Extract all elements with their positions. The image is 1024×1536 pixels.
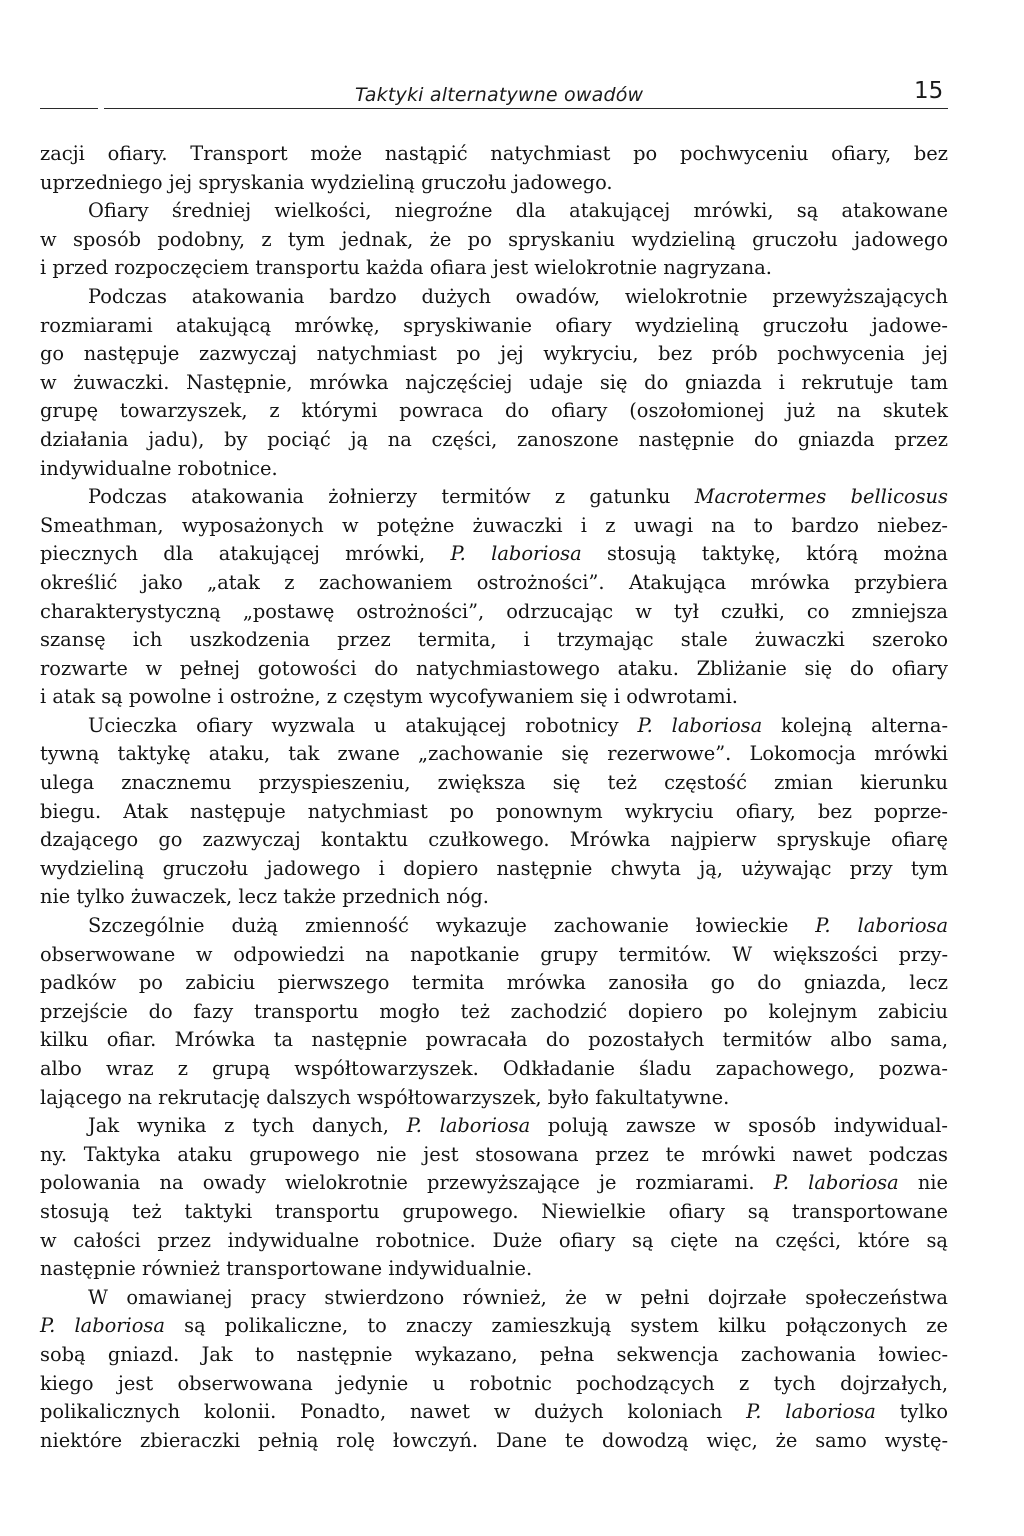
text-line	[40, 1398, 948, 1427]
text-line: ny. Taktyka ataku grupowego nie jest stosowana przez te mrówki nawet podczas	[40, 1142, 948, 1166]
text-line: przejście do fazy transportu mogło też zachodzić dopiero po kolejnym zabiciu	[40, 999, 948, 1023]
text-segment: polikalicznych kolonii. Ponadto, nawet w dużych koloniach	[40, 1400, 747, 1424]
text-segment: Ucieczka ofiary wyzwala u atakującej robotnicy	[88, 713, 638, 737]
italic-text: P. laboriosa	[406, 1114, 531, 1138]
text-line: W omawianej pracy stwierdzono również, że w pełni dojrzałe społeczeństwa	[88, 1285, 948, 1309]
text-line: w żuwaczki. Następnie, mrówka najczęściej udaje się do gniazda i rekrutuje tam	[40, 370, 948, 394]
header-rule-left	[40, 108, 98, 109]
italic-text: P. laboriosa	[40, 1314, 165, 1338]
text-line: działania jadu), by pociąć ją na części, zanoszone następnie do gniazda przez	[40, 427, 948, 451]
italic-text: P. laboriosa	[450, 542, 582, 566]
text-line: biegu. Atak następuje natychmiast po ponownym wykryciu ofiary, bez poprze-	[40, 799, 948, 823]
text-line: indywidualne robotnice.	[40, 456, 278, 480]
text-line: i atak są powolne i ostrożne, z częstym wycofywaniem się i odwrotami.	[40, 685, 738, 709]
header-rule-right	[104, 108, 948, 109]
text-segment: piecznych dla atakującej mrówki,	[40, 542, 451, 566]
text-line: kiego jest obserwowana jedynie u robotnic pochodzących z tych dojrzałych,	[40, 1371, 948, 1395]
italic-text: Macrotermes bellicosus	[694, 485, 948, 509]
text-segment: nie	[898, 1171, 948, 1195]
text-line: lającego na rekrutację dalszych współtowarzyszek, było fakultatywne.	[40, 1085, 730, 1109]
page-number: 15	[914, 78, 944, 104]
text-line: uprzedniego jej spryskania wydzieliną gruczołu jadowego.	[40, 170, 613, 194]
text-line: Smeathman, wyposażonych w potężne żuwaczki i z uwagi na to bardzo niebez-	[40, 513, 948, 537]
text-line: nie tylko żuwaczek, lecz także przednich nóg.	[40, 885, 489, 909]
text-line: niektóre zbieraczki pełnią rolę łowczyń. Dane te dowodzą więc, że samo wystę-	[40, 1428, 948, 1452]
text-line: padków po zabiciu pierwszego termita mrówka zanosiła go do gniazda, lecz	[40, 971, 948, 995]
text-line: obserwowane w odpowiedzi na napotkanie grupy termitów. W większości przy-	[40, 942, 948, 966]
text-line: charakterystyczną „postawę ostrożności”, odrzucając w tył czułki, co zmniejsza	[40, 599, 948, 623]
text-line: dzającego go zazwyczaj kontaktu czułkowego. Mrówka najpierw spryskuje ofiarę	[40, 828, 948, 852]
text-line: rozwarte w pełnej gotowości do natychmiastowego ataku. Zbliżanie się do ofiary	[40, 656, 948, 680]
text-line: i przed rozpoczęciem transportu każda ofiara jest wielokrotnie nagryzana.	[40, 256, 772, 280]
text-line: wydzieliną gruczołu jadowego i dopiero następnie chwyta ją, używając przy tym	[40, 856, 948, 880]
text-line: zacji ofiary. Transport może nastąpić natychmiast po pochwyceniu ofiary, bez	[40, 142, 948, 165]
text-line: ulega znacznemu przyspieszeniu, zwiększa się też częstość zmian kierunku	[40, 771, 948, 795]
text-line	[40, 483, 948, 512]
text-segment: Szczególnie dużą zmienność wykazuje zachowanie łowieckie	[88, 914, 816, 938]
text-line: tywną taktykę ataku, tak zwane „zachowanie się rezerwowe”. Lokomocja mrówki	[40, 742, 948, 766]
italic-text: P. laboriosa	[773, 1171, 899, 1195]
text-line	[40, 912, 948, 941]
italic-text: P. laboriosa	[746, 1400, 876, 1424]
text-line: go następuje zazwyczaj natychmiast po jej wykryciu, bez prób pochwycenia jej	[40, 342, 948, 366]
text-line: w sposób podobny, z tym jednak, że po spryskaniu wydzieliną gruczołu jadowego	[40, 227, 948, 251]
text-line	[40, 1169, 948, 1198]
text-segment: Podczas atakowania żołnierzy termitów z gatunku	[88, 485, 695, 509]
text-segment: Jak wynika z tych danych,	[88, 1114, 407, 1138]
text-segment: tylko	[875, 1400, 948, 1424]
text-line: szansę ich uszkodzenia przez termita, i trzymając stale żuwaczki szeroko	[40, 628, 948, 652]
italic-text: P. laboriosa	[815, 914, 949, 938]
text-line: stosują też taktyki transportu grupowego. Niewielkie ofiary są transportowane	[40, 1199, 948, 1223]
text-segment: polują zawsze w sposób indywidual-	[530, 1114, 948, 1138]
text-line: określić jako „atak z zachowaniem ostrożności”. Atakująca mrówka przybiera	[40, 570, 948, 594]
text-line: albo wraz z grupą współtowarzyszek. Odkładanie śladu zapachowego, pozwa-	[40, 1057, 948, 1080]
text-line	[40, 540, 948, 569]
running-title: Taktyki alternatywne owadów	[355, 84, 644, 106]
text-line: rozmiarami atakującą mrówkę, spryskiwanie ofiary wydzieliną gruczołu jadowe-	[40, 313, 948, 337]
italic-text: P. laboriosa	[637, 713, 763, 737]
body-text	[40, 140, 948, 1455]
text-line: Ofiary średniej wielkości, niegroźne dla atakującej mrówki, są atakowane	[88, 199, 948, 223]
text-line	[40, 712, 948, 741]
text-line	[40, 1112, 948, 1141]
text-line: w całości przez indywidualne robotnice. Duże ofiary są cięte na części, które są	[40, 1228, 948, 1252]
text-line: następnie również transportowane indywidualnie.	[40, 1257, 533, 1281]
text-segment: są polikaliczne, to znaczy zamieszkują system kilku połączonych ze	[164, 1314, 948, 1338]
text-line: sobą gniazd. Jak to następnie wykazano, pełna sekwencja zachowania łowiec-	[40, 1342, 948, 1366]
text-line: kilku ofiar. Mrówka ta następnie powracała do pozostałych termitów albo sama,	[40, 1028, 948, 1052]
text-line	[40, 1312, 948, 1341]
text-segment: kolejną alterna-	[762, 713, 949, 737]
text-segment: polowania na owady wielokrotnie przewyższające je rozmiarami.	[40, 1171, 774, 1195]
text-line: grupę towarzyszek, z którymi powraca do ofiary (oszołomionej już na skutek	[40, 399, 948, 423]
text-segment: stosują taktykę, którą można	[581, 542, 948, 566]
text-line: Podczas atakowania bardzo dużych owadów, wielokrotnie przewyższających	[88, 284, 948, 308]
